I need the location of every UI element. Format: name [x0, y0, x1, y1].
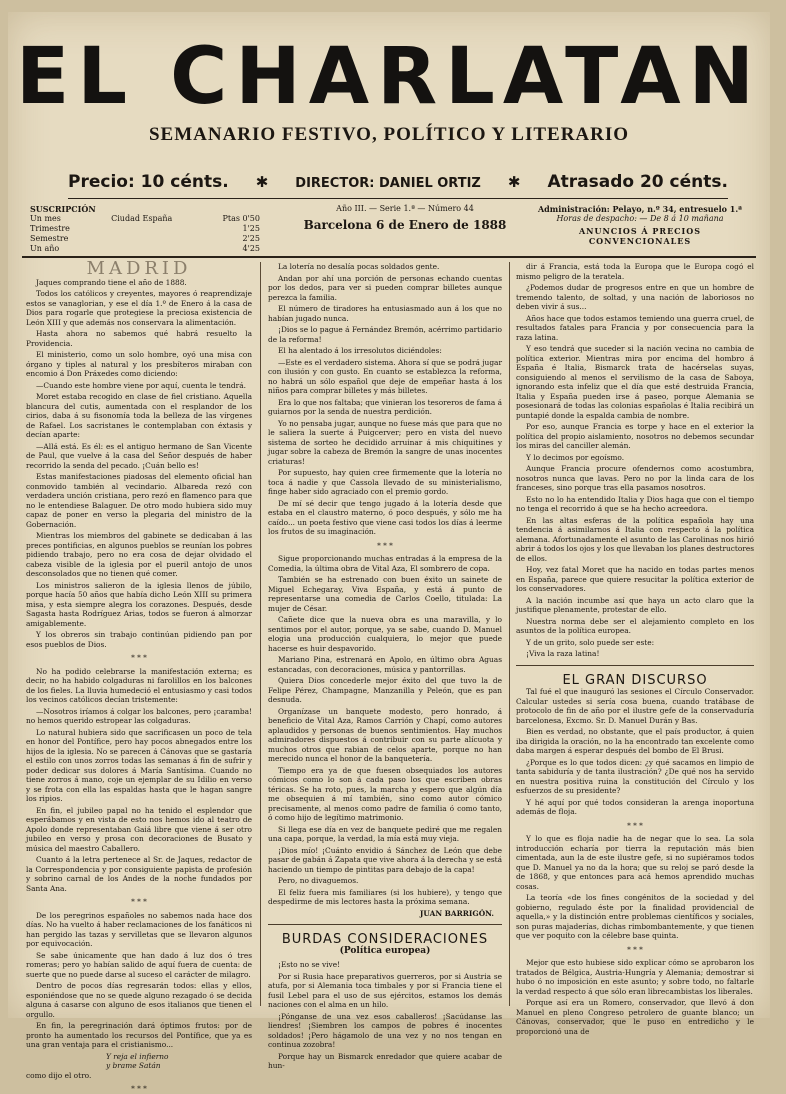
article-subheading: (Política europea)	[339, 945, 431, 956]
director-label: DIRECTOR: DANIEL ORTIZ	[295, 176, 481, 191]
paragraph: Se sabe únicamente que han dado á luz dos ó tres romeras; pero yo habían salido de aquí fuera de cuenta: de suerte que no puede darse al suceso el carácter de milagro.	[26, 950, 252, 979]
paragraph: —Allá está. Es él: es el antiguo hermano de San Vicente de Paul, que vuelve á la casa del Señor después de haber recorrido la senda del pecado. ¡Cuán bello es!	[26, 441, 252, 470]
paragraph: También se ha estrenado con buen éxito un sainete de Miguel Echegaray, Viva España, y está á punto de representarse una comedia de Carlos Coello, titulada: La mujer de César.	[268, 575, 502, 613]
section-stars: * * *	[131, 653, 147, 662]
price-label: Precio: 10 cénts.	[68, 172, 229, 192]
paragraph: Cuanto á la letra pertenece al Sr. de Jaques, redactor de la Correspondencia y por consiguiente papista de profesión y sobrino carnal de los Andes de la noche fundados por Santa Ana.	[26, 855, 252, 893]
paragraph: Quiera Dios concederle mejor éxito del que tuvo la de Felipe Pérez, Champagne, Manzanilla y Peleón, que es pan desnuda.	[268, 676, 502, 704]
article-heading: BURDAS CONSIDERACIONES	[281, 932, 489, 947]
paragraph: El número de tiradores ha entusiasmado aun á los que no habían jugado nunca.	[268, 304, 502, 323]
paragraph: En las altas esferas de la política española hay una tendencia á asimilarnos á Italia con respecto á la política alemana. Afortunadamente el asunto de las Carolinas nos hirió abrir á todos los ojos y los que llevaban los planes destructores de ellos.	[516, 515, 754, 563]
paragraph: Yo no pensaba jugar, aunque no fuese más que para que no le saliera la suerte á Puigcerver; pero en vista del nuevo sistema de sorteo he decidido arruinar á mis chiquitines y jugar sobre la cabeza de Bremón la sangre de unas inocentes criaturas!	[268, 418, 502, 466]
paragraph: Y los obreros sin trabajo continúan pidiendo pan por esos pueblos de Dios.	[26, 630, 252, 649]
paragraph: Mejor que esto hubiese sido explicar cómo se aprobaron los tratados de Bélgica, Austria-Hungría y Alemania; demostrar si hubo ó no imposición en este asunto; y sobre todo, no faltarle la verdad respecto á que sólo eran librecambistas los liberales.	[516, 958, 754, 996]
office-hours: Horas de despacho: — De 8 á 10 mañana	[556, 214, 724, 223]
paragraph: Si llega ese día en vez de banquete pediré que me regalen una capa, porque, la verdad, la mía está muy vieja.	[268, 824, 502, 843]
newspaper-page	[8, 12, 770, 1093]
section-stars: * * *	[131, 897, 147, 906]
newspaper-title: EL CHARLATAN	[16, 32, 762, 122]
paragraph: dir á Francia, está toda la Europa que le Europa cogó el mismo peligro de la teratela.	[516, 262, 754, 281]
paragraph: Porque hay un Bismarck enredador que quiere acabar de hun-	[268, 1051, 502, 1070]
column-divider	[509, 262, 510, 1006]
admin-address: Administración: Pelayo, n.º 34, entresuelo 1.ª	[537, 204, 743, 214]
paragraph: A la nación incumbe así que haya un acto claro que la justifique plenamente, protestar de ello.	[516, 595, 754, 614]
paragraph: Esto no lo ha entendido Italia y Dios haga que con el tiempo no tenga el recorrido á que se ha hecho acreedora.	[516, 494, 754, 513]
paragraph: La teoría «de los fines congénitos de la sociedad y del gobierno, regulado éste por la finalidad providencial de aquella,» y la distinción entre problemas científicos y sociales, son puras majaderías, dichas rimbombantemente, y que tienen que ver poquito con la célebre base quinta.	[516, 893, 754, 940]
issue-dateline	[300, 204, 510, 230]
subscription-label: SUSCRIPCIÓN	[30, 204, 96, 214]
paragraph: ¡Viva la raza latina!	[526, 649, 600, 658]
paragraph: Jaques comprando tiene el año de 1888.	[36, 277, 187, 287]
paragraph: Todos los católicos y creyentes, mayores ó reaprendizaje estos se vanaglorian, y ese el día 1.º de Enero á la casa de Dios para rogarle que protegiese la preciosa existencia de León XIII y que además nos conservara la alimentación.	[26, 289, 252, 327]
column-3	[516, 262, 754, 1036]
paragraph: Tal fué el que inauguró las sesiones el Círculo Conservador. Calcular ustedes si sería cosa buena, cuando tratábase de protocolo de fin de año por el ilustre gefe de la conservaduría barcelonesa, Excmo. Sr. D. Manuel Durán y Bas.	[516, 687, 754, 725]
article-divider	[516, 665, 754, 666]
subscription-row: Trimestre 1'25	[30, 224, 260, 233]
paragraph: Y eso tendrá que suceder si la nación vecina no cambia de política exterior. Mientras mira por encima del hombro á España é Italia, Bismarck trata de hacérselas suyas, consiguiendo al menos el servilismo de la casa de Saboya, ignorando esta infeliz que el día que esté destruida Francia, Italia y España pueden irse á paseo, porque Alemania se posesionará de todas las colonias españolas é Italia recibirá un puntapié donde la espalda cambia de nombre.	[516, 344, 754, 420]
paragraph: De los peregrinos españoles no sabemos nada hace dos días. No ha vuelto á haber reclamaciones de los fanáticos ni han pergido las tazas y servilletas que se llevaron algunos por equivocación.	[26, 910, 252, 948]
paragraph: Mientras los miembros del gabinete se dedicaban á las preces pontificias, en algunos pueblos se reunían los pobres pidiendo trabajo, pero no era cosa de dejar olvidado el cabeza visible de la iglesia por el pueril antojo de unos desconsolados que no tienen qué comer.	[26, 531, 252, 578]
paragraph: En fin, el jubileo papal no ha tenido el esplendor que esperábamos y en vista de esto nos hemos ido al teatro de Apolo donde representaban Gaiá libre que viene á ser otro jubileo en verso y prosa con decoraciones de Busato y música del maestro Caballero.	[26, 805, 252, 853]
paragraph: —Este es el verdadero sistema. Ahora sí que se podrá jugar con ilusión y con gusto. En cuanto se establezca la reforma, no habrá un sólo español que deje de empeñar hasta á los niños para comprar billetes y más billetes.	[268, 357, 502, 395]
paragraph: El feliz fuera mis familiares (si los hubiere), y tengo que despedirme de mis lectores hasta la próxima semana.	[268, 887, 502, 906]
paragraph: De mí sé decir que tengo jugado á la lotería desde que estaba en el claustro materno, ó poco después, y sólo me ha caído... un poeta festivo que viene casi todos los días á leerme los frutos de su imaginación.	[268, 498, 502, 536]
paragraph: Y de un grito, solo puede ser este:	[526, 637, 655, 647]
paragraph: Años hace que todos estamos temiendo una guerra cruel, de resultados fatales para Francia y por consecuencia para la raza latina.	[516, 313, 754, 342]
section-stars: * * *	[377, 540, 393, 550]
subscription-row: Semestre 2'25	[30, 234, 260, 243]
administration-info	[530, 204, 750, 246]
paragraph: Aunque Francia procure ofendernos como acostumbra, nosotros nunca que lavas. Pero no por la linda cara de los franceses, sino porque tras ella pasamos nosotros.	[516, 464, 754, 492]
paragraph: La lotería no desalía pocas soldados gente.	[278, 262, 440, 271]
newspaper-subtitle: SEMANARIO FESTIVO, POLÍTICO Y LITERARIO	[148, 124, 630, 145]
paragraph: —Nosotros iríamos á colgar los balcones, pero ¡caramba! no hemos querido estropear las colgaduras.	[26, 706, 252, 725]
paragraph: ¡Pónganse de una vez esos caballeros! ¡Sacúdanse las liendres! ¡Siembren los campos de pobres é inocentes soldados! ¡Pero hágamolo de una vez y no nos tengan en continua zozobra!	[268, 1011, 502, 1049]
paragraph: Moret estaba recogido en clase de fiel cristiano. Aquella blancura del cutis, aumentada con el resplandor de los cirios, daba á su fisonomía toda la belleza de las vírgenes de Rafael. Los sacristanes le contemplaban con éxtasis y decían aparte:	[26, 392, 252, 439]
paragraph: Nuestra norma debe ser el alejamiento completo en los asuntos de la política europea.	[516, 616, 754, 635]
issue-number: Año III. — Serie 1.ª — Número 44	[336, 204, 474, 213]
issue-info	[30, 204, 750, 256]
paragraph: Los ministros salieron de la iglesia llenos de júbilo, porque hacía 50 años que había dicho León XIII su primera misa, y esta siempre alegra los corazones. Después, desde Sagasta hasta Rodríguez Arias, todos se fueron á almorzar amigablemente.	[26, 580, 252, 628]
paragraph: El ha alentado á los irresolutos diciéndoles:	[278, 346, 442, 355]
paragraph: Sigue proporcionando muchas entradas á la empresa de la Comedia, la última obra de Vital Aza, El sombrero de copa.	[268, 554, 502, 573]
paragraph: Era lo que nos faltaba; que vinieran los tesoreros de fama á guiarnos por la senda de nuestra perdición.	[268, 397, 502, 416]
paragraph: —Cuando este hombre viene por aquí, cuenta le tendrá.	[36, 380, 246, 390]
verse-line: Y reja el infierno	[106, 1051, 169, 1061]
subscription-row: Un año 4'25	[30, 244, 260, 253]
paragraph: Por supuesto, hay quien cree firmemente que la lotería no toca á nadie y que Cassola llevado de su ministerialismo, finge haber sido agraciado con el premio gordo.	[268, 468, 502, 496]
paragraph: Estas manifestaciones piadosas del elemento oficial han conmovido también al vecindario. Albareda rezó con verdadera unción cristiana, pero rezó en flamenco para que no le entendiese Balaguer. De otro modo hubiera sido muy capaz de poner en verso la plegaria del ministro de la Gobernación.	[26, 472, 252, 529]
section-heading-madrid: MADRID	[86, 258, 192, 279]
column-2	[268, 262, 502, 1070]
paragraph: ¡Dios mío! ¡Cuánto envidio á Sánchez de León que debe pasar de gabán á Zapata que vive ahora á la derecha y se está haciendo un tiempo de pintitas para debajo de la capa!	[268, 845, 502, 874]
paragraph: Andan por ahí una porción de personas echando cuentas por los dedos, para ver si pueden comprar billetes aunque perezca la familia.	[268, 273, 502, 302]
issue-date: Barcelona 6 de Enero de 1888	[303, 218, 507, 232]
paragraph: Por si Rusia hace preparativos guerreros, por si Austria se atufa, por si Alemania toca timbales y por si Francia tiene el fusil Lebel para el uso de sus ejércitos, estamos los demás naciones con el alma en un hilo.	[268, 971, 502, 1009]
paragraph: Porque así era un Romero, conservador, que llevó á don Manuel en pleno Congreso petrolero de guante blanco; un Cánovas, conservador, que le puso en entredicho y le proporcionó una de	[516, 998, 754, 1036]
section-stars: * * *	[627, 820, 643, 830]
verse-line: y brame Satán	[106, 1061, 161, 1070]
paragraph: ¿Porque es lo que todos dicen: ¿y qué sacamos en limpio de tanta sabiduría y de tanta ilustración? ¿De qué nos ha servido en nuestra positiva ruina la constitución del Círculo y los esfuerzos de su presidente?	[516, 757, 754, 795]
asterisk-icon: ✱	[255, 173, 269, 191]
paragraph: ¡Esto no se vive!	[278, 960, 341, 969]
section-stars: * * *	[627, 944, 643, 954]
price-director-strip	[68, 172, 728, 199]
back-issue-price: Atrasado 20 cénts.	[547, 172, 728, 192]
paragraph: Cañete dice que la nueva obra es una maravilla, y lo sentimos por el autor, porque, ya se sabe, cuando D. Manuel elogia una producción cualquiera, lo mejor que puede hacerse es huir despavorido.	[268, 615, 502, 653]
article-divider	[268, 924, 502, 925]
asterisk-icon: ✱	[507, 173, 521, 191]
paragraph: Bien es verdad, no obstante, que el país productor, á quien iba dirigida la oración, no la ha encontrado tan excelente como daba margen á esperar después del bombo de El Brusi.	[516, 727, 754, 755]
paragraph: Y lo que es floja nadie ha de negar que lo sea. La sola introducción echaría por tierra la reputación más bien cimentada, aun la de este ilustre gefe, si no supiéramos todos que D. Manuel ya no da la hora; que su reloj se paró desde la de 1868, y que entonces para acá hemos aprendido muchas cosas.	[516, 834, 754, 891]
paragraph: Hasta ahora no sabemos qué habrá resuelto la Providencia.	[26, 329, 252, 348]
paragraph: El ministerio, como un solo hombre, oyó una misa con órgano y tiples al natural y los presbíteros miraban con encomio á Don Práxedes como diciendo:	[26, 350, 252, 378]
paragraph: Y lo decimos por egoísmo.	[526, 452, 625, 462]
article-heading: EL GRAN DISCURSO	[562, 672, 708, 688]
subscription-table	[30, 204, 260, 254]
paragraph: Organízase un banquete modesto, pero honrado, á beneficio de Vital Aza, Ramos Carrión y Chapí, como autores aplaudidos y personas de buenos sentimientos. Hay muchos admiradores dispuestos á contribuir con su parte alícuota y muchos otros que rabian de celos aparte, porque no han merecido nunca el honor de la banquetería.	[268, 706, 502, 763]
paragraph: No ha podido celebrarse la manifestación externa; es decir, no ha habido colgaduras ni farolillos en los balcones de los fieles. La lluvia humedeció el entusiasmo y casi todos los vecinos católicos decían tristemente:	[26, 666, 252, 704]
author-signature: JUAN BARRIGÓN.	[419, 908, 494, 918]
paragraph: Pero, no divaguemos.	[278, 876, 359, 885]
ads-notice: ANUNCIOS Á PRECIOS CONVENCIONALES	[578, 226, 702, 246]
paragraph: En fin, la peregrinación dará óptimos frutos: por de pronto ha aumentado los recursos del Pontífice, que ya es una gran ventaja para el cristianismo...	[26, 1021, 252, 1049]
closing-line: como dijo el otro.	[26, 1070, 92, 1080]
paragraph: ¡Dios se lo pague á Fernández Bremón, acérrimo partidario de la reforma!	[268, 325, 502, 344]
paragraph: Por eso, aunque Francia es torpe y hace en el exterior la política del propio aislamiento, nosotros no debemos secundar los miras del canciller alemán.	[516, 422, 754, 450]
column-1	[26, 258, 252, 1093]
paragraph: Tiempo era ya de que fuesen obsequiados los autores cómicos como lo son á cada paso los que escriben obras téricas. Se ha roto, pues, la marcha y espero que algún día me obsequien á mí también, sino como autor cómico precisamente, al menos como padre de familia ó como tanto, ó como hijo de legítimo matrimonio.	[268, 765, 502, 822]
paragraph: ¿Podemos dudar de progresos entre en que un hombre de tremendo talento, de soltad, y una nación de laboriosos no deben vivir á sus...	[516, 283, 754, 311]
section-stars: * * *	[131, 1084, 147, 1093]
paragraph: Y hé aquí por qué todos consideran la arenga inoportuna además de floja.	[516, 797, 754, 816]
paragraph: Lo natural hubiera sido que sacrificasen un poco de tela en honor del Pontífice, pero hay pocos abnegados entre los hijos de la iglesia. No se parecen á Cánovas que se gastaría el estilo con unos zorros todas las semanas á fin de sufrir y poder dedicar sus dolores á María Santísima. Cuando no tiene zorros á mano, coje un ejemplar de su Idilio en verso y se frota con ella las espaldas hasta que le hagan sangre los ripios.	[26, 727, 252, 803]
subscription-row: Un mes Ciudad España Ptas 0'50	[30, 214, 260, 223]
paragraph: Hoy, vez fatal Moret que ha nacido en todas partes menos en España, parece que quiere resucitar la política exterior de los conservadores.	[516, 565, 754, 593]
column-divider	[260, 262, 261, 1006]
paragraph: Dentro de pocos días regresarán todos: ellas y ellos, esponiéndose que no se quede alguno rezagado ó se decida alguna á casarse con alguno de esos italianos que tienen el orgullo.	[26, 981, 252, 1019]
paragraph: Mariano Pina, estrenará en Apolo, en último obra Aguas estancadas, con decoraciones, música y pantorrillas.	[268, 655, 502, 674]
